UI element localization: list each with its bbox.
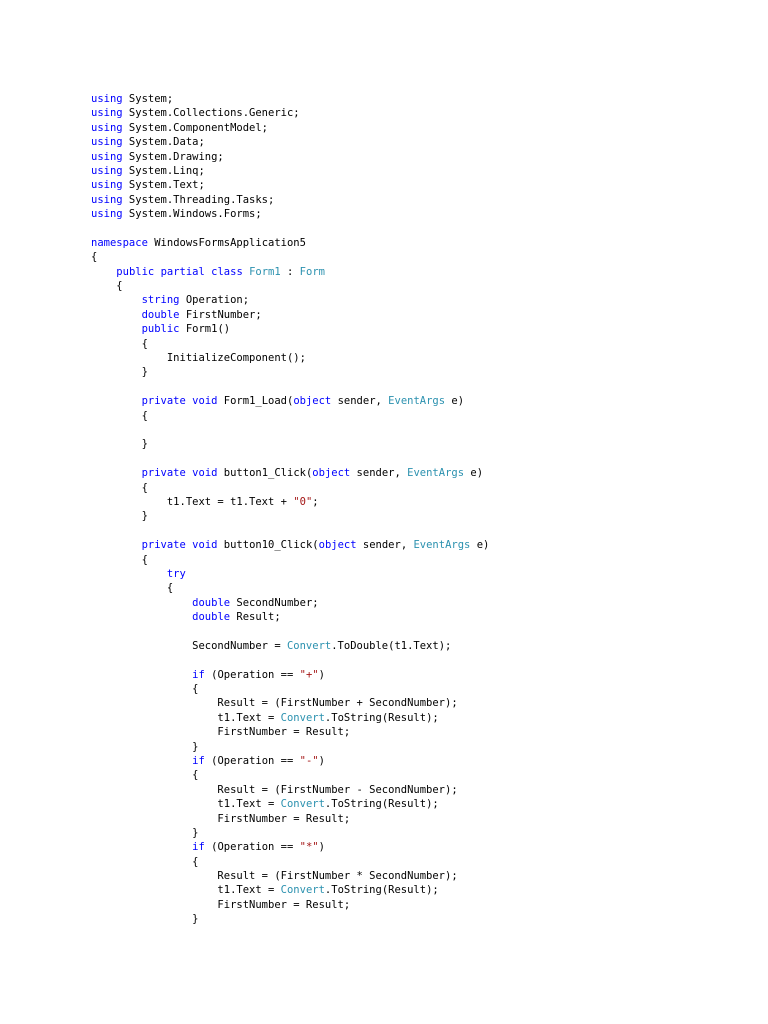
code-line xyxy=(91,121,731,135)
code-text: .ToDouble(t1.Text); xyxy=(331,639,452,652)
code-text: System.Windows.Forms; xyxy=(122,208,262,221)
code-keyword: using xyxy=(91,179,123,192)
code-line xyxy=(91,265,731,279)
code-line xyxy=(91,538,731,552)
code-keyword: double xyxy=(141,308,180,321)
code-text: Operation; xyxy=(179,294,250,307)
code-text: Result = (FirstNumber + SecondNumber); xyxy=(91,697,458,710)
code-keyword: using xyxy=(91,121,123,134)
code-keyword: partial xyxy=(160,265,205,278)
code-text: sender, xyxy=(331,395,389,408)
code-text: { xyxy=(91,683,199,696)
code-text: { xyxy=(91,409,148,422)
code-text: t1.Text = t1.Text + xyxy=(91,495,294,508)
code-keyword: double xyxy=(192,596,231,609)
code-text: button10_Click( xyxy=(217,539,319,552)
code-line xyxy=(91,222,731,236)
code-text xyxy=(91,597,192,609)
code-keyword: object xyxy=(318,539,357,552)
code-text: FirstNumber; xyxy=(179,308,262,321)
code-line xyxy=(91,452,731,466)
code-line xyxy=(91,250,731,264)
code-text: sender, xyxy=(356,539,414,552)
code-text: WindowsFormsApplication5 xyxy=(147,236,306,249)
code-keyword: private xyxy=(141,539,186,552)
code-text xyxy=(91,467,142,479)
code-line xyxy=(91,682,731,696)
code-line xyxy=(91,164,731,178)
code-line xyxy=(91,912,731,926)
code-keyword: if xyxy=(192,841,205,854)
code-text: sender, xyxy=(350,467,408,480)
code-line xyxy=(91,178,731,192)
code-text: ) xyxy=(318,754,325,767)
code-type-name: EventArgs xyxy=(407,467,465,480)
code-line xyxy=(91,711,731,725)
code-line xyxy=(91,610,731,624)
code-line xyxy=(91,236,731,250)
code-keyword: using xyxy=(91,150,123,163)
code-text: } xyxy=(91,740,199,753)
code-text: SecondNumber = xyxy=(91,639,287,652)
code-text: FirstNumber = Result; xyxy=(91,812,351,825)
code-text: { xyxy=(91,481,148,494)
code-keyword: using xyxy=(91,107,123,120)
code-text: t1.Text = xyxy=(91,711,281,724)
code-line xyxy=(91,92,731,106)
code-text: button1_Click( xyxy=(217,467,313,480)
code-text: System.Data; xyxy=(122,136,205,149)
code-keyword: object xyxy=(293,395,332,408)
code-text: Result; xyxy=(230,611,281,624)
code-line xyxy=(91,639,731,653)
code-text: ) xyxy=(318,668,325,681)
code-type-name: Form1 xyxy=(249,265,281,278)
code-line xyxy=(91,394,731,408)
code-listing xyxy=(91,92,731,927)
code-text: } xyxy=(91,913,199,926)
code-text: SecondNumber; xyxy=(230,596,319,609)
code-line xyxy=(91,754,731,768)
code-keyword: if xyxy=(192,668,205,681)
code-text: } xyxy=(91,366,148,379)
code-keyword: double xyxy=(192,611,231,624)
code-text xyxy=(91,669,192,681)
code-text: e) xyxy=(464,467,484,480)
code-string-literal: "*" xyxy=(299,841,319,854)
code-line xyxy=(91,553,731,567)
code-text xyxy=(91,395,142,407)
code-text: { xyxy=(91,337,148,350)
code-keyword: try xyxy=(166,567,186,580)
code-line xyxy=(91,481,731,495)
code-keyword: private xyxy=(141,395,186,408)
code-text xyxy=(91,309,142,321)
code-text: Form1_Load( xyxy=(217,395,294,408)
code-string-literal: "0" xyxy=(293,495,313,508)
code-line xyxy=(91,596,731,610)
code-keyword: void xyxy=(192,539,218,552)
code-text: t1.Text = xyxy=(91,884,281,897)
code-line xyxy=(91,495,731,509)
code-text: e) xyxy=(445,395,465,408)
code-line xyxy=(91,351,731,365)
code-keyword: private xyxy=(141,467,186,480)
code-text: { xyxy=(91,280,123,293)
code-line xyxy=(91,696,731,710)
code-string-literal: "+" xyxy=(299,668,319,681)
code-line xyxy=(91,337,731,351)
code-text: System; xyxy=(122,93,174,105)
code-text xyxy=(91,568,167,580)
code-text: System.Text; xyxy=(122,179,205,192)
code-line xyxy=(91,740,731,754)
code-line xyxy=(91,653,731,667)
code-type-name: Convert xyxy=(280,711,325,724)
code-line xyxy=(91,279,731,293)
code-line xyxy=(91,135,731,149)
code-keyword: namespace xyxy=(91,236,148,249)
code-keyword: using xyxy=(91,136,123,149)
code-text: { xyxy=(91,855,199,868)
code-text: System.Linq; xyxy=(122,164,205,177)
code-keyword: public xyxy=(141,323,180,336)
code-line xyxy=(91,898,731,912)
code-keyword: using xyxy=(91,208,123,221)
code-text: .ToString(Result); xyxy=(324,884,439,897)
code-keyword: using xyxy=(91,193,123,206)
code-text: (Operation == xyxy=(204,668,300,681)
code-text: { xyxy=(91,582,174,595)
code-line xyxy=(91,437,731,451)
code-text: FirstNumber = Result; xyxy=(91,726,351,739)
code-text: Result = (FirstNumber - SecondNumber); xyxy=(91,783,458,796)
code-line xyxy=(91,581,731,595)
code-keyword: using xyxy=(91,93,123,105)
code-text: { xyxy=(91,553,148,566)
code-line xyxy=(91,840,731,854)
code-text: Form1() xyxy=(179,323,231,336)
code-type-name: EventArgs xyxy=(388,395,446,408)
code-line xyxy=(91,768,731,782)
code-text: { xyxy=(91,251,98,264)
code-text: .ToString(Result); xyxy=(324,798,439,811)
code-text: System.Collections.Generic; xyxy=(122,107,300,120)
code-text: } xyxy=(91,826,199,839)
code-line xyxy=(91,423,731,437)
code-type-name: EventArgs xyxy=(413,539,471,552)
code-line xyxy=(91,106,731,120)
code-text: { xyxy=(91,769,199,782)
code-line xyxy=(91,409,731,423)
code-keyword: class xyxy=(211,265,243,278)
code-line xyxy=(91,797,731,811)
code-text: : xyxy=(280,265,300,278)
code-line xyxy=(91,883,731,897)
code-line xyxy=(91,624,731,638)
code-text xyxy=(91,294,142,306)
code-line xyxy=(91,855,731,869)
code-line xyxy=(91,812,731,826)
code-text xyxy=(91,539,142,551)
code-text xyxy=(91,755,192,767)
code-keyword: using xyxy=(91,164,123,177)
code-keyword: public xyxy=(116,265,155,278)
code-text: e) xyxy=(470,539,490,552)
code-text xyxy=(91,611,192,623)
code-line xyxy=(91,668,731,682)
code-keyword: void xyxy=(192,395,218,408)
code-keyword: if xyxy=(192,754,205,767)
code-text: } xyxy=(91,438,148,451)
code-line xyxy=(91,380,731,394)
code-text: (Operation == xyxy=(204,841,300,854)
code-text: System.ComponentModel; xyxy=(122,121,269,134)
code-type-name: Convert xyxy=(280,798,325,811)
code-text: t1.Text = xyxy=(91,798,281,811)
code-line xyxy=(91,150,731,164)
code-text: .ToString(Result); xyxy=(324,711,439,724)
code-line xyxy=(91,826,731,840)
code-line xyxy=(91,869,731,883)
code-type-name: Convert xyxy=(280,884,325,897)
code-type-name: Form xyxy=(299,265,325,278)
code-line xyxy=(91,193,731,207)
code-text: System.Threading.Tasks; xyxy=(122,193,275,206)
code-line xyxy=(91,308,731,322)
code-line xyxy=(91,207,731,221)
code-text: } xyxy=(91,510,148,523)
code-line xyxy=(91,524,731,538)
code-line xyxy=(91,466,731,480)
code-line xyxy=(91,322,731,336)
code-keyword: string xyxy=(141,294,180,307)
code-text xyxy=(91,266,116,278)
code-text xyxy=(91,323,142,335)
code-text xyxy=(91,841,192,853)
code-text: Result = (FirstNumber * SecondNumber); xyxy=(91,870,458,883)
code-text: (Operation == xyxy=(204,754,300,767)
code-line xyxy=(91,365,731,379)
code-string-literal: "-" xyxy=(299,754,319,767)
code-type-name: Convert xyxy=(286,639,332,652)
code-text: System.Drawing; xyxy=(122,150,224,163)
code-text: FirstNumber = Result; xyxy=(91,898,351,911)
code-text: ; xyxy=(312,495,319,508)
code-keyword: void xyxy=(192,467,218,480)
code-line xyxy=(91,509,731,523)
code-line xyxy=(91,567,731,581)
code-line xyxy=(91,725,731,739)
code-keyword: object xyxy=(312,467,351,480)
code-line xyxy=(91,783,731,797)
code-text: InitializeComponent(); xyxy=(91,352,306,365)
code-line xyxy=(91,293,731,307)
code-text: ) xyxy=(318,841,325,854)
